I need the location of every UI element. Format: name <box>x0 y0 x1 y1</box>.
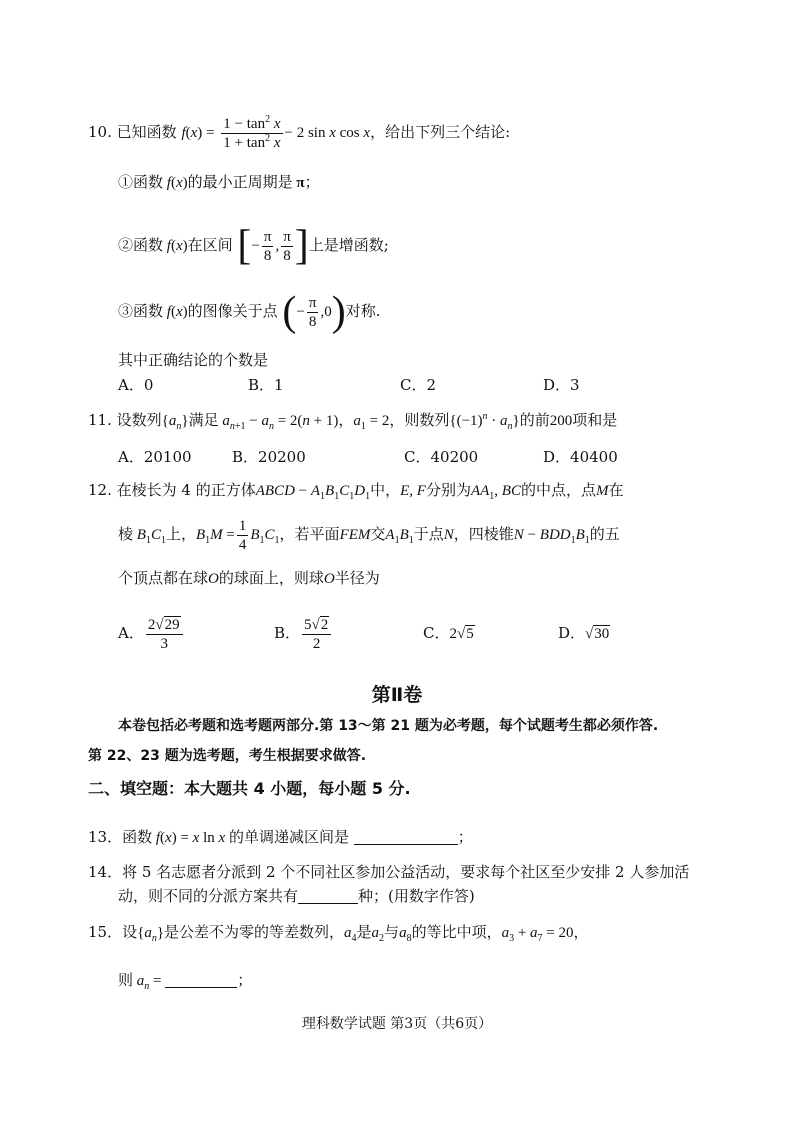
q10-option-d: D．3 <box>543 376 580 394</box>
q11-option-c: C．40200 <box>404 448 479 466</box>
q10-fx: f <box>181 125 186 141</box>
section-intro-2: 第 22、23 题为选考题，考生根据要求做答. <box>88 748 367 764</box>
q10-claim1: ①函数 f(x)的最小正周期是 π； <box>118 173 320 191</box>
q11-stem: 11. 设数列$\{a_n\}$满足 $a_{n+1} - a_n = 2(n + 1)$，$a_1 = 2$，则数列$\{(-1)^n \cdot a_n\}$的前200项和是 <box>88 411 618 432</box>
q10-lead: 已知函数 <box>116 123 177 141</box>
q12-option-a: A． $\frac{2√29}{3}$ <box>118 610 185 656</box>
section-heading: 二、填空题：本大题共 4 小题，每小题 5 分. <box>88 779 411 798</box>
q10-stem: 10. 已知函数 f(x) = $\frac{1 - \tan^2 x}{1 + \tan^2 x}$ − 2 sin x cos x，给出下列三个结论: <box>88 113 511 151</box>
q14-answer-blank[interactable] <box>298 887 358 904</box>
q13: 13．函数 f(x) = x ln x 的单调递减区间是 ； <box>88 828 473 846</box>
q11-option-d: D．40400 <box>543 448 618 466</box>
q10-option-b: B．1 <box>248 376 284 394</box>
q15-line1: 15．设$\{a_n\}$是公差不为零的等差数列，$a_4$是$a_2$与$a_8$的等比中项，$a_3 + a_7 = 20$， <box>88 923 589 944</box>
q10-tail: ，给出下列三个结论: <box>370 123 511 141</box>
q12-option-b: B． $\frac{5√2}{2}$ <box>274 610 333 656</box>
q10-expr-tail: − 2 sin x cos x <box>284 125 371 141</box>
page-footer: 理科数学试题 第3页（共6页） <box>301 1016 493 1032</box>
q15-line2: 则 $a_n$ = ； <box>118 971 253 992</box>
q10-option-a: A．0 <box>118 376 154 394</box>
q12-line3: 个顶点都在球O的球面上，则球O半径为 <box>118 569 380 587</box>
q10-claim2: ②函数 f(x)在区间 [− $\frac{\pi}{8}$ , $\frac{\pi}{8}$ ]上是增函数; <box>118 223 389 269</box>
q13-answer-blank[interactable] <box>354 828 458 845</box>
q12-option-c: C．2√5 <box>423 624 474 642</box>
section-title: 第Ⅱ卷 <box>371 684 423 706</box>
q14-line1: 14．将 5 名志愿者分派到 2 个不同社区参加公益活动，要求每个社区至少安排 2 人参加活 <box>88 863 690 881</box>
q11-option-a: A．20100 <box>118 448 192 466</box>
q10-question: 其中正确结论的个数是 <box>118 351 269 369</box>
q10-claim3: ③函数 f(x)的图像关于点 (− $\frac{\pi}{8}$ ,0)对称. <box>118 289 381 335</box>
q11-option-b: B．20200 <box>232 448 306 466</box>
q12-option-d: D．√30 <box>558 624 610 642</box>
q12-line2: 棱 $B_1C_1$上，$B_1M$ = $\frac{1}{4}$ $B_1C_1$，若平面FEM交$A_1B_1$于点N，四棱锥$N - BDD_1B_1$的五 <box>118 517 620 553</box>
q10-number: 10. <box>88 123 112 141</box>
q12-line1: 12. 在棱长为 4 的正方体ABCD − $A_1B_1C_1D_1$中，E, F分别为$AA_1$, BC的中点，点M在 <box>88 481 624 502</box>
section-intro-1: 本卷包括必考题和选考题两部分.第 13～第 21 题为必考题，每个试题考生都必须作答. <box>118 718 659 734</box>
q14-line2: 动，则不同的分派方案共有 种；(用数字作答) <box>118 887 475 905</box>
q15-answer-blank[interactable] <box>165 971 237 988</box>
q10-option-c: C．2 <box>400 376 437 394</box>
q10-fraction: $\frac{1 - \tan^2 x}{1 + \tan^2 x}$ <box>223 113 281 151</box>
